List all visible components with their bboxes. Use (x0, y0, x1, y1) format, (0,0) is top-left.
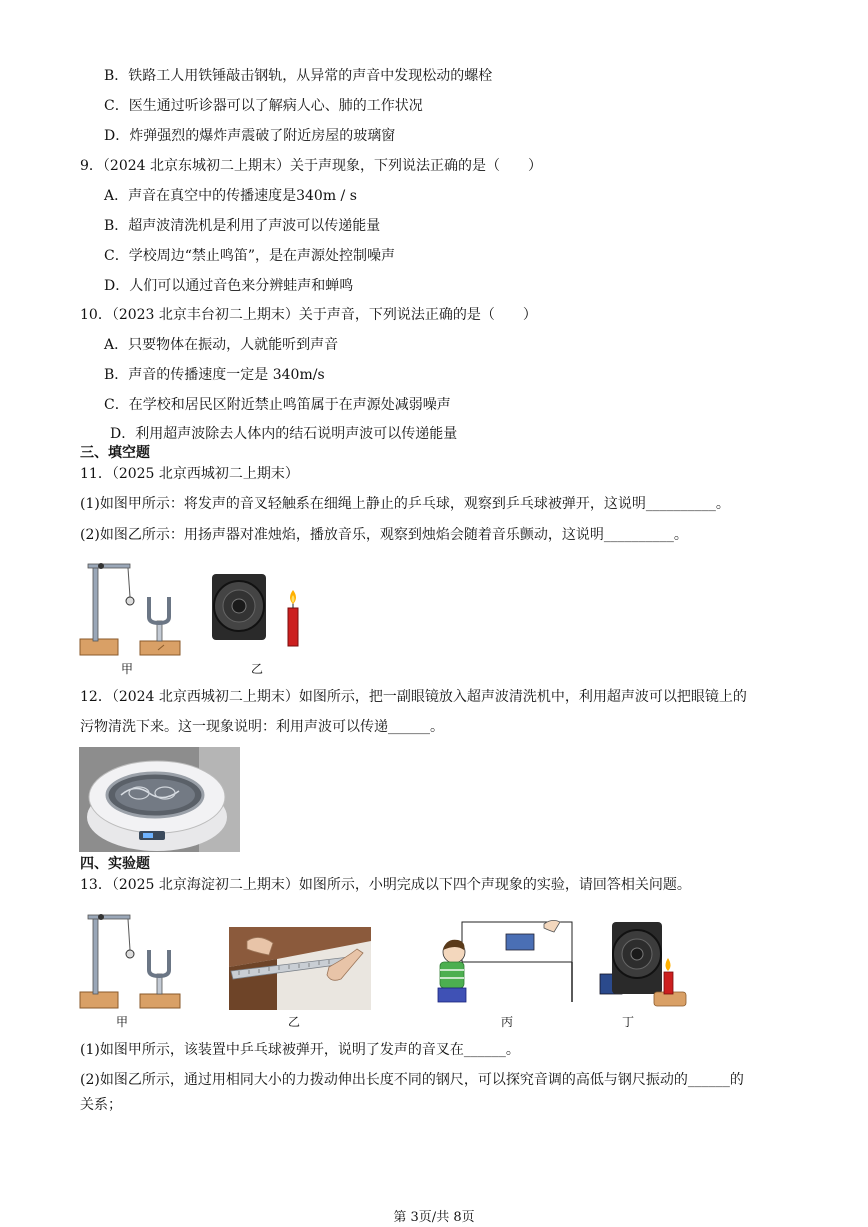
q13-part2-line1: (2)如图乙所示，通过用相同大小的力拨动伸出长度不同的钢尺，可以探究音调的高低与钢尺振动的______的 (80, 1072, 744, 1088)
q10-option-b: B．声音的传播速度一定是 340m/s (104, 367, 325, 383)
q10-option-c: C．在学校和居民区附近禁止鸣笛属于在声源处减弱噪声 (104, 397, 451, 413)
q13-figure-yi (229, 927, 371, 1010)
q13-figure-bing (432, 914, 580, 1010)
q13-caption-yi: 乙 (288, 1015, 301, 1029)
q11-caption-yi: 乙 (251, 662, 264, 676)
q13-caption-bing: 丙 (501, 1015, 514, 1029)
q8-option-b: B．铁路工人用铁锤敲击钢轨，从异常的声音中发现松动的螺栓 (104, 68, 493, 84)
q12-line2: 污物清洗下来。这一现象说明：利用声波可以传递______。 (80, 719, 444, 735)
q13-part2-line2: 关系； (80, 1097, 122, 1113)
q8-option-d: D．炸弹强烈的爆炸声震破了附近房屋的玻璃窗 (104, 128, 396, 144)
q9-option-c: C．学校周边“禁止鸣笛”，是在声源处控制噪声 (104, 248, 396, 264)
q11-part1: (1)如图甲所示：将发声的音叉轻触系在细绳上静止的乒乓球，观察到乒乓球被弹开，这说明__________。 (80, 496, 730, 512)
q13-caption-ding: 丁 (622, 1015, 635, 1029)
page-footer: 第 3页/共 8页 (393, 1210, 475, 1225)
q8-option-c: C．医生通过听诊器可以了解病人心、肺的工作状况 (104, 98, 423, 114)
section-title-experiment: 四、实验题 (80, 856, 150, 872)
q13-figure-ding (598, 918, 690, 1008)
q12-line1: 12．（2024 北京西城初二上期末）如图所示，把一副眼镜放入超声波清洗机中，利用超声波可以把眼镜上的 (80, 689, 747, 705)
q11-figure-yi (208, 568, 308, 658)
q11-stem: 11．（2025 北京西城初二上期末） (80, 466, 299, 482)
q11-part2: (2)如图乙所示：用扬声器对准烛焰，播放音乐，观察到烛焰会随着音乐颤动，这说明__________。 (80, 527, 688, 543)
section-title-fill-in: 三、填空题 (80, 445, 150, 461)
q9-option-a: A．声音在真空中的传播速度是340m / s (104, 188, 357, 204)
q10-option-a: A．只要物体在振动，人就能听到声音 (104, 337, 339, 353)
q13-caption-jia: 甲 (116, 1015, 129, 1029)
q10-stem: 10．（2023 北京丰台初二上期末）关于声音，下列说法正确的是（ ） (80, 307, 537, 323)
q13-figure-jia (78, 906, 188, 1010)
q9-option-b: B．超声波清洗机是利用了声波可以传递能量 (104, 218, 381, 234)
q11-caption-jia: 甲 (121, 662, 134, 676)
q9-stem: 9．（2024 北京东城初二上期末）关于声现象，下列说法正确的是（ ） (80, 158, 542, 174)
q10-option-d: D．利用超声波除去人体内的结石说明声波可以传递能量 (110, 426, 458, 442)
q13-part1: (1)如图甲所示，该装置中乒乓球被弹开，说明了发声的音叉在______。 (80, 1042, 520, 1058)
q13-stem: 13．（2025 北京海淀初二上期末）如图所示，小明完成以下四个声现象的实验，请回答相关问题。 (80, 877, 691, 893)
q9-option-d: D．人们可以通过音色来分辨蛙声和蝉鸣 (104, 278, 354, 294)
q11-figure-jia (78, 555, 188, 657)
ultrasonic-cleaner-photo (79, 747, 240, 852)
